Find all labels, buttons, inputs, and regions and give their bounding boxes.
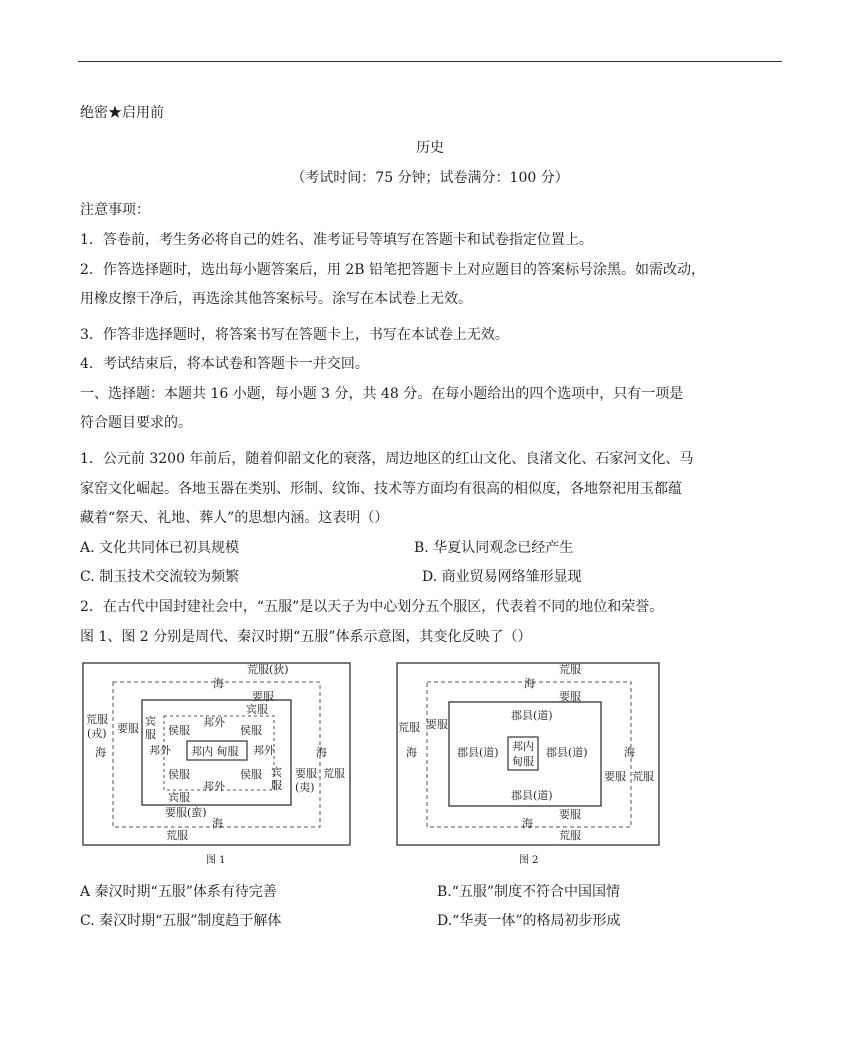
fig2-top-hai: 海 — [524, 677, 535, 690]
q1-stem-line-2: 家窑文化崛起。各地玉器在类别、形制、纹饰、技术等方面均有很高的相似度，各地祭祀用玉都蕴 — [80, 481, 682, 497]
fig2-center-2: 甸服 — [512, 755, 534, 768]
fig2-jun-left: 郡县(道) — [457, 746, 499, 759]
fig1-bottom-huang: 荒服 — [166, 829, 188, 842]
fig2-jun-top: 郡县(道) — [511, 709, 553, 722]
q2-stem-line-2: 图 1、图 2 分别是周代、秦汉时期“五服”体系示意图，其变化反映了（） — [80, 629, 532, 645]
q2-option-d: D.“华夷一体”的格局初步形成 — [437, 913, 621, 929]
q1-option-c: C. 制玉技术交流较为频繁 — [80, 569, 240, 585]
fig2-right-hai: 海 — [624, 746, 635, 759]
fig1-bangwai-top: 邦外 — [203, 716, 225, 729]
fig1-hou-top-left: 侯服 — [168, 724, 190, 737]
note-3: 3．作答非选择题时，将答案书写在答题卡上，书写在本试卷上无效。 — [80, 327, 509, 343]
fig1-left-bin-2: 服 — [145, 728, 156, 741]
fig1-bottom-hai: 海 — [212, 817, 223, 830]
q1-option-b: B. 华夏认同观念已经产生 — [414, 540, 574, 556]
fig1-top-hai: 海 — [213, 677, 224, 690]
fig1-top-bin: 宾服 — [246, 703, 268, 716]
fig1-right-hai: 海 — [316, 746, 327, 759]
note-2-line-2: 用橡皮擦干净后，再选涂其他答案标号。涂写在本试卷上无效。 — [80, 291, 472, 307]
fig2-caption: 图 2 — [519, 855, 539, 866]
fig2-left-hai: 海 — [406, 746, 417, 759]
fig1-bangwai-right: 邦外 — [253, 744, 275, 757]
q2-option-c: C. 秦汉时期“五服”制度趋于解体 — [80, 913, 282, 929]
fig2-bottom-hai: 海 — [522, 817, 533, 830]
fig2-right-huang: 荒服 — [632, 770, 654, 783]
fig2-top-yao: 要服 — [559, 690, 581, 703]
fig2-bottom-huang: 荒服 — [559, 829, 581, 842]
q2-stem-line-1: 2．在古代中国封建社会中，“五服”是以天子为中心划分五个服区，代表着不同的地位和荣誉。 — [80, 599, 664, 615]
fig1-right-bin-2: 服 — [271, 779, 282, 792]
confidential-label: 绝密★启用前 — [80, 105, 164, 121]
note-2-line-1: 2．作答选择题时，选出每小题答案后，用 2B 铅笔把答题卡上对应题目的答案标号涂黑。如需改动， — [80, 262, 706, 278]
fig1-bangwai-bottom: 邦外 — [203, 780, 225, 793]
fig2-center-1: 邦内 — [512, 740, 534, 753]
exam-info: （考试时间：75 分钟；试卷满分：100 分） — [291, 170, 569, 186]
fig1-bottom-yao: 要服(蛮) — [165, 806, 207, 819]
section-instructions-line-2: 符合题目要求的。 — [80, 415, 192, 431]
fig1-hou-top-right: 侯服 — [240, 724, 262, 737]
section-instructions-line-1: 一、选择题：本题共 16 小题，每小题 3 分，共 48 分。在每小题给出的四个选项中，只有一项是 — [80, 386, 684, 402]
top-rule — [78, 61, 782, 62]
note-1: 1．答卷前，考生务必将自己的姓名、准考证号等填写在答题卡和试卷指定位置上。 — [80, 232, 593, 248]
fig2-left-yao: 要服 — [426, 718, 448, 731]
note-4: 4．考试结束后，将本试卷和答题卡一并交回。 — [80, 356, 369, 372]
q1-option-d: D. 商业贸易网络雏形显现 — [422, 569, 582, 585]
q1-stem-line-1: 1．公元前 3200 年前后，随着仰韶文化的衰落，周边地区的红山文化、良渚文化、石家河文化、马 — [80, 451, 694, 467]
fig1-caption: 图 1 — [206, 855, 226, 866]
figure-2 — [394, 656, 664, 868]
fig1-bangwai-left: 邦外 — [149, 744, 171, 757]
fig1-center: 邦内 甸服 — [191, 745, 239, 758]
q1-option-a: A. 文化共同体已初具规模 — [80, 540, 240, 556]
fig1-hou-bottom-right: 侯服 — [240, 768, 262, 781]
fig1-left-huang-2: (戎) — [87, 727, 107, 740]
fig1-hou-bottom-left: 侯服 — [168, 768, 190, 781]
fig2-left-huang: 荒服 — [398, 721, 420, 734]
fig2-right-yao: 要服 — [604, 770, 626, 783]
fig1-left-bin-1: 宾 — [145, 715, 156, 728]
subject-title: 历史 — [416, 140, 444, 156]
fig2-jun-bottom: 郡县(道) — [511, 789, 553, 802]
fig1-left-huang-1: 荒服 — [86, 713, 108, 726]
fig1-left-yao: 要服 — [117, 722, 139, 735]
fig1-right-huang: 荒服 — [323, 767, 345, 780]
fig1-right-yao-1: 要服 — [295, 767, 317, 780]
fig1-top-huang: 荒服(狄) — [247, 663, 289, 676]
q2-option-b: B.“五服”制度不符合中国国情 — [437, 884, 621, 900]
fig1-right-bin-1: 宾 — [271, 766, 282, 779]
figure-1 — [80, 656, 355, 868]
fig1-right-yao-2: (夷) — [295, 781, 315, 794]
fig1-top-yao: 要服 — [252, 690, 274, 703]
notes-title: 注意事项： — [80, 202, 150, 218]
fig2-jun-right: 郡县(道) — [546, 746, 588, 759]
fig1-left-hai: 海 — [95, 746, 106, 759]
fig2-top-huang: 荒服 — [559, 663, 581, 676]
q2-option-a: A 秦汉时期“五服”体系有待完善 — [80, 884, 277, 900]
fig1-bottom-bin: 宾服 — [168, 791, 190, 804]
fig2-bottom-yao: 要服 — [559, 808, 581, 821]
q1-stem-line-3: 藏着“祭天、礼地、葬人”的思想内涵。这表明（） — [80, 510, 389, 526]
